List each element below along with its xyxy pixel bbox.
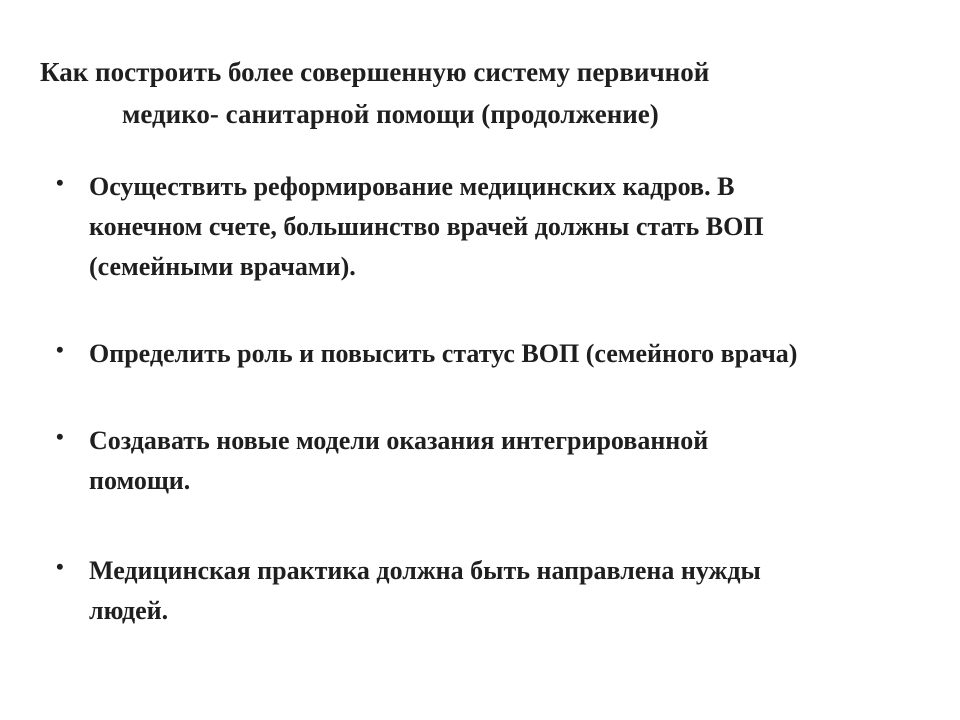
bullet-icon: • [56, 170, 64, 195]
slide-title-line-1: Как построить более совершенную систему первичной [40, 57, 710, 87]
bullet-line: людей. [89, 596, 169, 625]
bullet-icon: • [56, 424, 64, 449]
bullet-line: Определить роль и повысить статус ВОП (семейного врача) [89, 339, 798, 368]
bullet-line: конечном счете, большинство врачей должны стать ВОП [89, 212, 764, 241]
bullet-text [89, 421, 708, 501]
bullet-text [89, 334, 797, 374]
slide-title-line-2: медико- санитарной помощи (продолжение) [122, 99, 659, 129]
bullet-icon: • [56, 554, 64, 579]
bullet-line: помощи. [89, 466, 191, 495]
bullet-text [89, 551, 761, 631]
bullet-icon: • [56, 337, 64, 362]
bullet-text [89, 167, 764, 287]
bullet-line: Осуществить реформирование медицинских кадров. В [89, 172, 735, 201]
bullet-line: (семейными врачами). [89, 252, 356, 281]
bullet-line: Создавать новые модели оказания интегрированной [89, 426, 709, 455]
bullet-line: Медицинская практика должна быть направлена нужды [89, 556, 761, 585]
